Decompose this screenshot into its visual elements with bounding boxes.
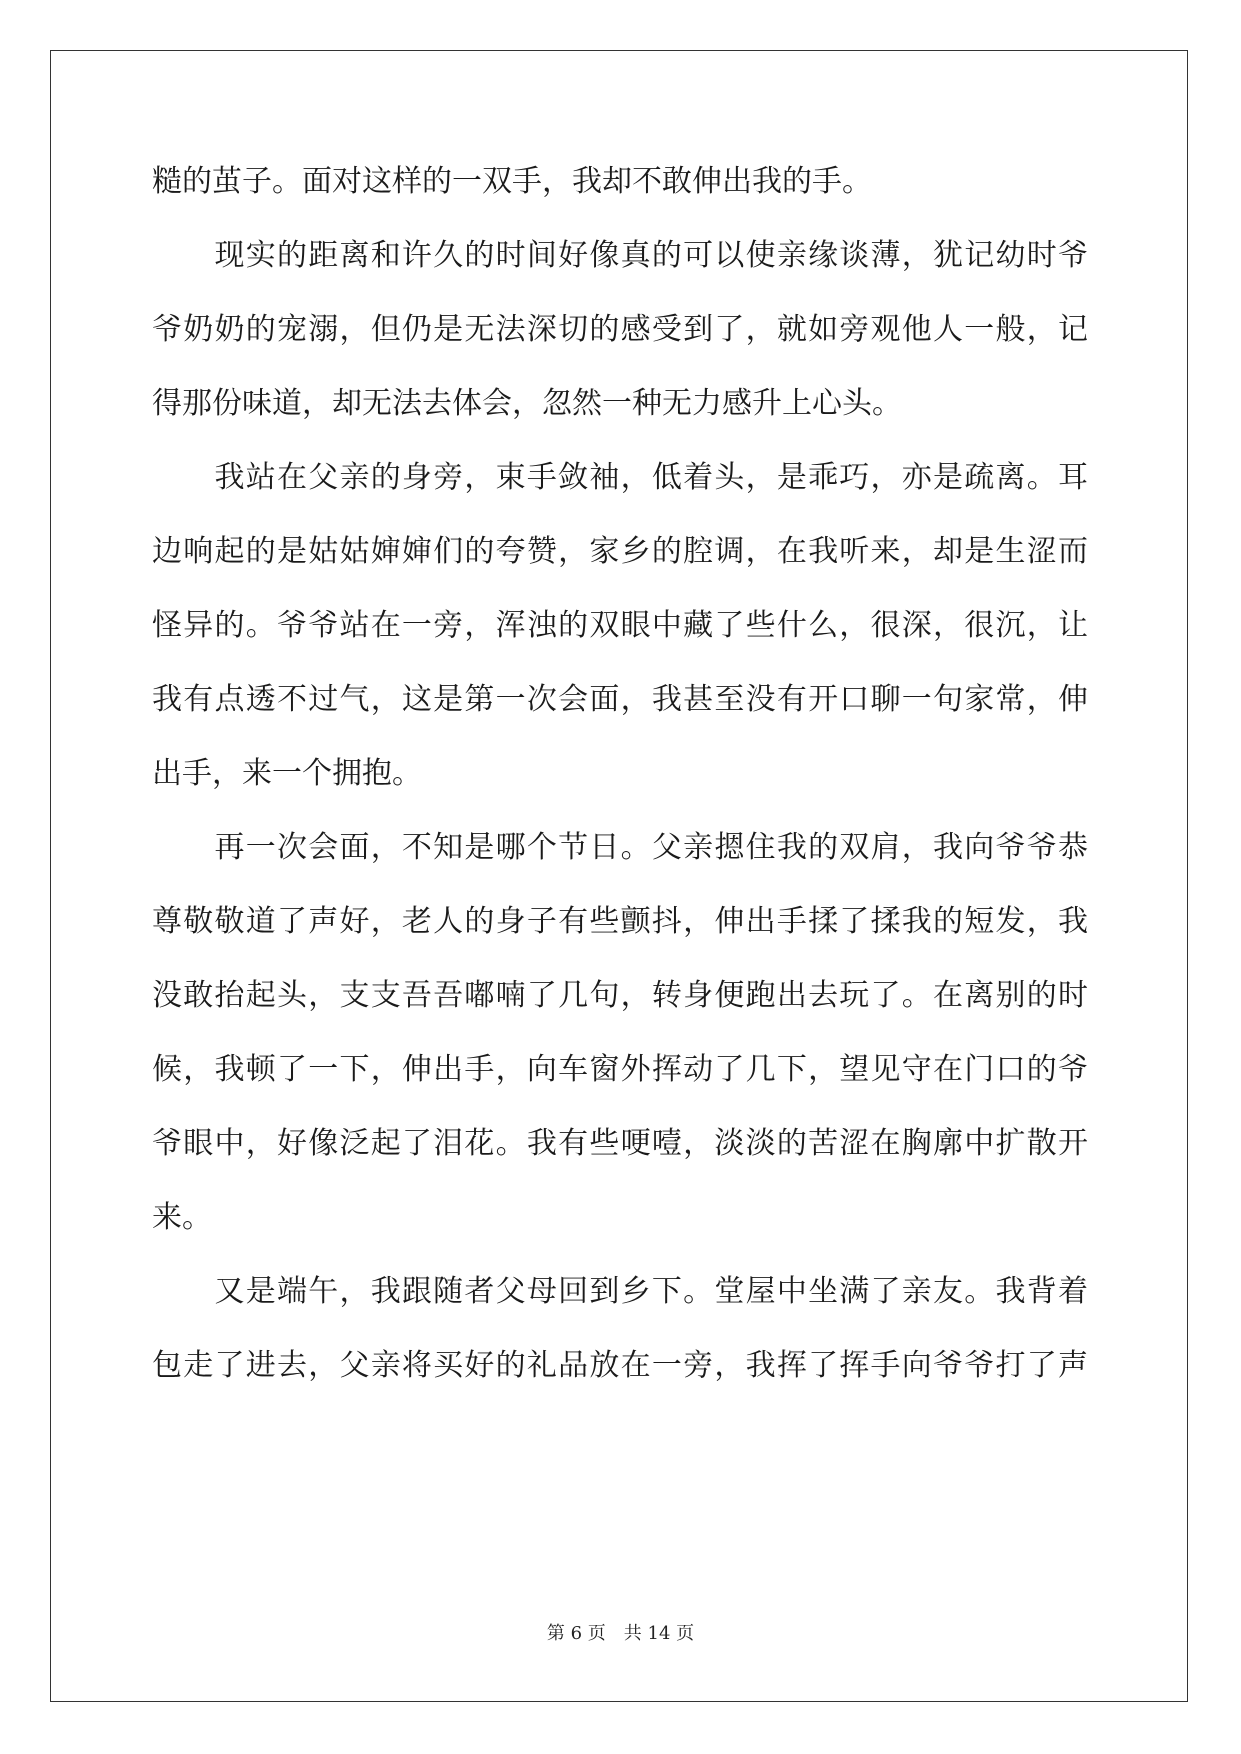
text-line: 边响起的是姑姑婶婶们的夸赞，家乡的腔调，在我听来，却是生涩而 xyxy=(152,534,1088,569)
text-line: 出手，来一个拥抱。 xyxy=(152,756,422,791)
text-line: 现实的距离和许久的时间好像真的可以使亲缘谈薄，犹记幼时爷 xyxy=(152,238,1088,273)
text-line: 又是端午，我跟随者父母回到乡下。堂屋中坐满了亲友。我背着 xyxy=(152,1274,1088,1309)
text-line: 怪异的。爷爷站在一旁，浑浊的双眼中藏了些什么，很深，很沉，让 xyxy=(152,608,1088,643)
text-line: 我站在父亲的身旁，束手敛袖，低着头，是乖巧，亦是疏离。耳 xyxy=(152,460,1088,495)
text-line: 候，我顿了一下，伸出手，向车窗外挥动了几下，望见守在门口的爷 xyxy=(152,1052,1088,1087)
text-line: 爷奶奶的宠溺，但仍是无法深切的感受到了，就如旁观他人一般，记 xyxy=(152,312,1088,347)
text-line: 包走了进去，父亲将买好的礼品放在一旁，我挥了挥手向爷爷打了声 xyxy=(152,1348,1088,1383)
page-number: 第 6 页 共 14 页 xyxy=(546,1623,695,1644)
text-line: 爷眼中，好像泛起了泪花。我有些哽噎，淡淡的苦涩在胸廓中扩散开 xyxy=(152,1126,1088,1161)
text-line: 我有点透不过气，这是第一次会面，我甚至没有开口聊一句家常，伸 xyxy=(152,682,1088,717)
text-line: 来。 xyxy=(152,1200,212,1235)
text-line: 得那份味道，却无法去体会，忽然一种无力感升上心头。 xyxy=(152,386,902,421)
text-line: 没敢抬起头，支支吾吾嘟喃了几句，转身便跑出去玩了。在离别的时 xyxy=(152,978,1088,1013)
text-line: 尊敬敬道了声好，老人的身子有些颤抖，伸出手揉了揉我的短发，我 xyxy=(152,904,1088,939)
text-line: 糙的茧子。面对这样的一双手，我却不敢伸出我的手。 xyxy=(152,164,872,199)
page-border xyxy=(50,50,1188,1702)
text-line: 再一次会面，不知是哪个节日。父亲摁住我的双肩，我向爷爷恭 xyxy=(152,830,1088,865)
